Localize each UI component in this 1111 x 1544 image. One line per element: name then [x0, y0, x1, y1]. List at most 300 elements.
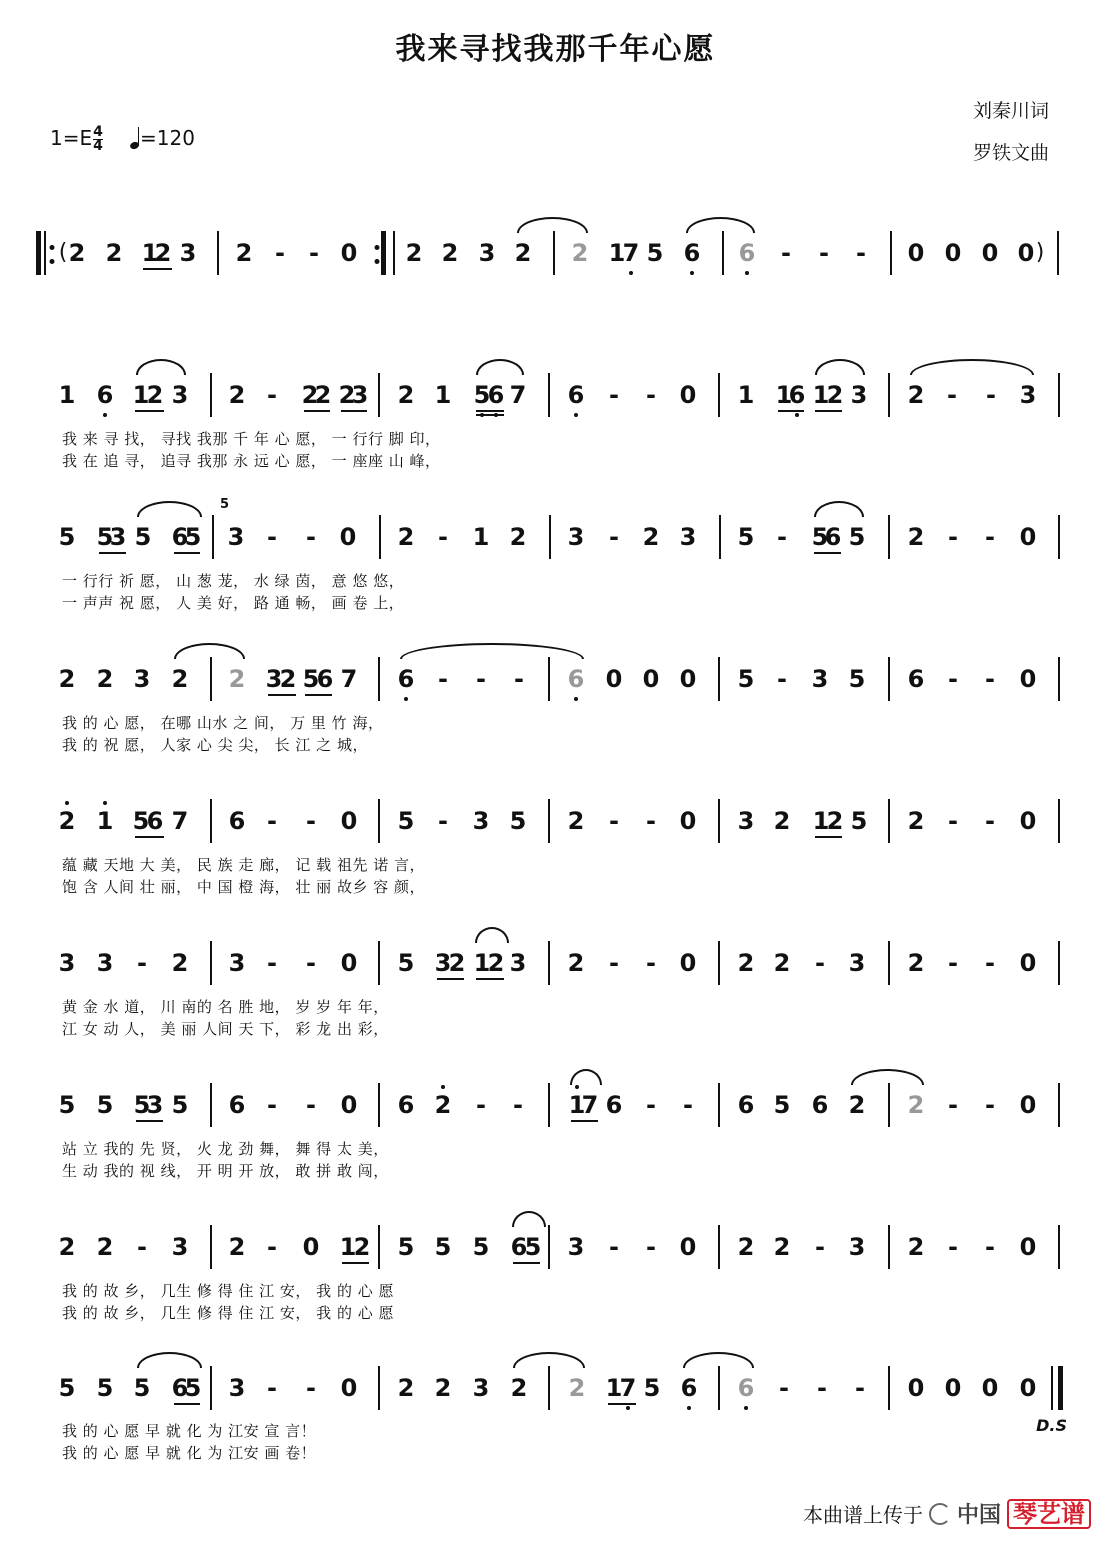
slur-tie — [136, 359, 186, 375]
note: 0 — [981, 239, 999, 267]
dash-sustain: - — [306, 949, 316, 977]
note: 5 — [302, 665, 320, 693]
beam-underline — [342, 1262, 369, 1264]
barline — [378, 1225, 380, 1269]
dash-sustain: - — [609, 381, 619, 409]
note: 1 — [775, 381, 793, 409]
barline — [548, 1366, 550, 1410]
note: 0 — [1019, 1091, 1037, 1119]
note: 2 — [907, 523, 925, 551]
note: 6 — [316, 665, 334, 693]
note: 2 — [848, 1091, 866, 1119]
repeat-dot — [50, 259, 55, 264]
slur-tie — [400, 643, 584, 659]
note: 3 — [848, 1233, 866, 1261]
dash-sustain: - — [817, 1374, 827, 1402]
note: 0 — [642, 665, 660, 693]
barline — [1051, 1366, 1053, 1410]
note: 6 — [171, 1374, 189, 1402]
note: 5 — [134, 523, 152, 551]
dal-segno-mark: D.S — [1036, 1416, 1067, 1435]
dash-sustain: - — [267, 949, 277, 977]
note: 0 — [907, 239, 925, 267]
beam-underline — [304, 410, 330, 412]
note: 2 — [228, 1233, 246, 1261]
dash-sustain: - — [306, 523, 316, 551]
repeat-dot — [375, 259, 380, 264]
site-logo-icon — [929, 1503, 951, 1525]
note: 3 — [679, 523, 697, 551]
note: 3 — [179, 239, 197, 267]
barline — [1058, 515, 1060, 559]
dash-sustain: - — [267, 807, 277, 835]
note: 5 — [643, 1374, 661, 1402]
lower-octave-dot — [687, 1406, 691, 1410]
lyric-verse-2: 江 女 动 人， 美 丽 人间 天 下， 彩 龙 出 彩， — [62, 1020, 389, 1038]
note: 0 — [944, 239, 962, 267]
slur-tie — [513, 1352, 585, 1368]
time-signature — [93, 126, 103, 153]
dash-sustain: - — [948, 665, 958, 693]
barline — [1058, 799, 1060, 843]
barline — [1058, 1366, 1063, 1410]
lyric-verse-1: 站 立 我的 先 贤， 火 龙 劲 舞， 舞 得 太 美， — [62, 1140, 389, 1158]
barline — [718, 799, 720, 843]
note: 3 — [472, 807, 490, 835]
upper-octave-dot — [575, 1085, 579, 1089]
barline — [719, 515, 721, 559]
repeat-start-barline — [36, 231, 41, 275]
dash-sustain: - — [985, 1233, 995, 1261]
note: 1 — [339, 1233, 357, 1261]
note: 6 — [737, 1091, 755, 1119]
dash-sustain: - — [137, 949, 147, 977]
note: 5 — [397, 949, 415, 977]
note: 7 — [171, 807, 189, 835]
note: 2 — [441, 239, 459, 267]
dash-sustain: - — [306, 807, 316, 835]
note: 2 — [397, 381, 415, 409]
note: 2 — [397, 523, 415, 551]
dash-sustain: - — [985, 665, 995, 693]
barline — [722, 231, 724, 275]
repeat-dot — [375, 245, 380, 250]
beam-underline — [341, 410, 367, 412]
note: 6 — [228, 807, 246, 835]
barline — [212, 515, 214, 559]
note: 3 — [133, 665, 151, 693]
note: 6 — [605, 1091, 623, 1119]
note: 6 — [487, 381, 505, 409]
note: 2 — [773, 1233, 791, 1261]
note: 3 — [96, 949, 114, 977]
barline — [549, 515, 551, 559]
note: 5 — [397, 1233, 415, 1261]
note: 2 — [58, 1233, 76, 1261]
note: 2 — [397, 1374, 415, 1402]
note: 5 — [811, 523, 829, 551]
slur-tie — [475, 927, 509, 943]
note: 2 — [96, 1233, 114, 1261]
note: 3 — [351, 381, 369, 409]
barline — [888, 1083, 890, 1127]
parenthesis: ) — [1035, 240, 1045, 265]
note: 0 — [340, 807, 358, 835]
note: 0 — [679, 807, 697, 835]
lyric-verse-1: 黄 金 水 道， 川 南的 名 胜 地， 岁 岁 年 年， — [62, 998, 389, 1016]
lower-octave-dot — [795, 413, 799, 417]
note: 0 — [1019, 665, 1037, 693]
note: 0 — [340, 239, 358, 267]
barline — [379, 515, 381, 559]
note: 5 — [133, 1091, 151, 1119]
barline — [393, 231, 395, 275]
dash-sustain: - — [683, 1091, 693, 1119]
footer-upload-text: 本曲谱上传于 — [802, 1503, 923, 1527]
note: 3 — [58, 949, 76, 977]
note: 2 — [96, 665, 114, 693]
lyric-verse-2: 我 的 祝 愿， 人家 心 尖 尖， 长 江 之 城， — [62, 736, 368, 754]
beam-underline — [476, 978, 504, 980]
barline — [217, 231, 219, 275]
note: 3 — [811, 665, 829, 693]
beam-underline — [174, 552, 200, 554]
note: 5 — [737, 523, 755, 551]
note: 2 — [509, 523, 527, 551]
dash-sustain: - — [948, 807, 958, 835]
lyric-verse-1: 蕴 藏 天地 大 美， 民 族 走 廊， 记 载 祖先 诺 言， — [62, 856, 425, 874]
note: 3 — [1019, 381, 1037, 409]
note: 1 — [568, 1091, 586, 1119]
note: 1 — [141, 239, 159, 267]
note: 0 — [302, 1233, 320, 1261]
note: 3 — [472, 1374, 490, 1402]
barline — [548, 657, 550, 701]
dash-sustain: - — [476, 1091, 486, 1119]
barline — [718, 1366, 720, 1410]
note: 6 — [510, 1233, 528, 1261]
barline — [718, 657, 720, 701]
note: 6 — [567, 665, 585, 693]
note: 3 — [850, 381, 868, 409]
dash-sustain: - — [438, 807, 448, 835]
key-label: 1=E — [50, 126, 93, 150]
note: 1 — [58, 381, 76, 409]
lyric-verse-1: 一 行行 祈 愿， 山 葱 茏， 水 绿 茵， 意 悠 悠， — [62, 572, 405, 590]
note: 5 — [737, 665, 755, 693]
barline — [378, 657, 380, 701]
note: 0 — [1019, 949, 1037, 977]
barline — [718, 1083, 720, 1127]
dash-sustain: - — [781, 239, 791, 267]
note: 1 — [605, 1374, 623, 1402]
note: 6 — [824, 523, 842, 551]
barline — [718, 373, 720, 417]
slur-tie — [512, 1211, 546, 1227]
barline — [888, 657, 890, 701]
note: 2 — [338, 381, 356, 409]
note: 5 — [850, 807, 868, 835]
dash-sustain: - — [815, 1233, 825, 1261]
barline — [378, 941, 380, 985]
barline — [210, 1366, 212, 1410]
note: 2 — [235, 239, 253, 267]
note: 2 — [448, 949, 466, 977]
dash-sustain: - — [947, 381, 957, 409]
note: 2 — [171, 949, 189, 977]
note: 3 — [848, 949, 866, 977]
note: 6 — [397, 665, 415, 693]
note: 5 — [473, 381, 491, 409]
dash-sustain: - — [985, 523, 995, 551]
note: 1 — [812, 381, 830, 409]
note: 6 — [737, 1374, 755, 1402]
barline — [210, 799, 212, 843]
note: 2 — [737, 949, 755, 977]
tempo-marking — [130, 126, 195, 150]
dash-sustain: - — [985, 807, 995, 835]
note: 3 — [227, 523, 245, 551]
beam-underline — [513, 1262, 540, 1264]
note: 5 — [133, 1374, 151, 1402]
note: 2 — [487, 949, 505, 977]
note: 2 — [171, 665, 189, 693]
note: 5 — [184, 1374, 202, 1402]
note: 5 — [509, 807, 527, 835]
lower-octave-dot — [626, 1406, 630, 1410]
upper-octave-dot — [441, 1085, 445, 1089]
note: 2 — [434, 1374, 452, 1402]
note: 0 — [1019, 1233, 1037, 1261]
lower-octave-dot — [574, 697, 578, 701]
lyricist-credit: 刘秦川词 — [972, 100, 1049, 122]
note: 2 — [514, 239, 532, 267]
note: 2 — [567, 807, 585, 835]
tempo-value: =120 — [140, 126, 195, 150]
barline — [888, 1366, 890, 1410]
dash-sustain: - — [438, 665, 448, 693]
note: 3 — [567, 523, 585, 551]
note: 2 — [279, 665, 297, 693]
dash-sustain: - — [985, 1091, 995, 1119]
note: 5 — [96, 1374, 114, 1402]
note: 2 — [105, 239, 123, 267]
dash-sustain: - — [777, 665, 787, 693]
barline — [718, 941, 720, 985]
note: 0 — [944, 1374, 962, 1402]
note: 2 — [58, 665, 76, 693]
lyric-verse-1: 我 的 故 乡， 几生 修 得 住 江 安， 我 的 心 愿 — [62, 1282, 394, 1300]
slur-tie — [686, 217, 755, 233]
note: 2 — [405, 239, 423, 267]
note: 0 — [1019, 1374, 1037, 1402]
lyric-verse-2: 生 动 我的 视 线， 开 明 开 放， 敢 拼 敢 闯， — [62, 1162, 389, 1180]
note: 3 — [478, 239, 496, 267]
barline — [378, 1083, 380, 1127]
dash-sustain: - — [476, 665, 486, 693]
composer-credit: 罗铁文曲 — [972, 142, 1049, 164]
note: 2 — [154, 239, 172, 267]
note: 0 — [1019, 807, 1037, 835]
note: 6 — [680, 1374, 698, 1402]
dash-sustain: - — [514, 665, 524, 693]
lyric-verse-2: 我 在 追 寻， 追寻 我那 永 远 心 愿， 一 座座 山 峰， — [62, 452, 441, 470]
note: 2 — [642, 523, 660, 551]
slur-tie — [517, 217, 588, 233]
beam-underline — [268, 694, 296, 696]
note: 0 — [679, 949, 697, 977]
upper-octave-dot — [65, 801, 69, 805]
note: 5 — [58, 1091, 76, 1119]
note: 2 — [907, 1091, 925, 1119]
lyric-verse-2: 饱 含 人间 壮 丽， 中 国 橙 海， 壮 丽 故乡 容 颜， — [62, 878, 425, 896]
note: 3 — [434, 949, 452, 977]
barline — [210, 657, 212, 701]
repeat-dot — [50, 245, 55, 250]
note: 5 — [58, 1374, 76, 1402]
note: 5 — [132, 807, 150, 835]
note: 0 — [340, 949, 358, 977]
note: 3 — [228, 949, 246, 977]
note: 6 — [738, 239, 756, 267]
note: 1 — [473, 949, 491, 977]
note: 2 — [228, 381, 246, 409]
note: 2 — [301, 381, 319, 409]
barline — [210, 373, 212, 417]
lower-octave-dot — [103, 413, 107, 417]
dash-sustain: - — [275, 239, 285, 267]
note: 5 — [171, 1091, 189, 1119]
note: 0 — [340, 1374, 358, 1402]
lower-octave-dot — [629, 271, 633, 275]
barline — [553, 231, 555, 275]
barline — [378, 373, 380, 417]
note: 6 — [397, 1091, 415, 1119]
note: 5 — [397, 807, 415, 835]
barline — [210, 1083, 212, 1127]
dash-sustain: - — [646, 1091, 656, 1119]
lower-octave-dot — [690, 271, 694, 275]
note: 2 — [737, 1233, 755, 1261]
beam-underline — [815, 836, 842, 838]
slur-tie — [851, 1069, 924, 1085]
dash-sustain: - — [609, 807, 619, 835]
slur-tie — [476, 359, 524, 375]
note: 5 — [434, 1233, 452, 1261]
note: 6 — [811, 1091, 829, 1119]
note: 3 — [171, 381, 189, 409]
note: 5 — [58, 523, 76, 551]
note: 6 — [683, 239, 701, 267]
note: 0 — [1019, 523, 1037, 551]
note: 1 — [608, 239, 626, 267]
barline — [1058, 373, 1060, 417]
beam-underline-double — [476, 414, 504, 416]
note: 1 — [737, 381, 755, 409]
beam-underline — [174, 1403, 200, 1405]
note: 1 — [434, 381, 452, 409]
beam-underline — [143, 268, 172, 270]
note: 3 — [509, 949, 527, 977]
note: 2 — [314, 381, 332, 409]
note: 2 — [826, 381, 844, 409]
lyric-verse-2: 一 声声 祝 愿， 人 美 好， 路 通 畅， 画 卷 上， — [62, 594, 405, 612]
note: 1 — [132, 381, 150, 409]
dash-sustain: - — [948, 1233, 958, 1261]
dash-sustain: - — [267, 1091, 277, 1119]
note: 5 — [472, 1233, 490, 1261]
site-brand: 琴艺谱 — [1007, 1499, 1091, 1529]
note: 0 — [679, 1233, 697, 1261]
note: 2 — [907, 807, 925, 835]
lyric-verse-2: 我 的 心 愿 早 就 化 为 江安 画 卷！ — [62, 1444, 317, 1462]
note: 3 — [146, 1091, 164, 1119]
note: 5 — [96, 1091, 114, 1119]
beam-underline — [136, 1120, 163, 1122]
lower-octave-dot — [744, 1406, 748, 1410]
note: 1 — [96, 807, 114, 835]
dash-sustain: - — [646, 807, 656, 835]
note: 0 — [981, 1374, 999, 1402]
note: 0 — [679, 665, 697, 693]
beam-underline — [135, 410, 164, 412]
note: 0 — [1017, 239, 1035, 267]
beam-underline — [815, 410, 842, 412]
beam-underline — [135, 836, 164, 838]
note: 5 — [524, 1233, 542, 1261]
note: 7 — [619, 1374, 637, 1402]
dash-sustain: - — [646, 1233, 656, 1261]
note: 2 — [907, 949, 925, 977]
dash-sustain: - — [856, 239, 866, 267]
note: 2 — [68, 239, 86, 267]
note: 5 — [184, 523, 202, 551]
dash-sustain: - — [137, 1233, 147, 1261]
note: 5 — [848, 523, 866, 551]
note: 2 — [146, 381, 164, 409]
note: 5 — [773, 1091, 791, 1119]
dash-sustain: - — [777, 523, 787, 551]
dash-sustain: - — [438, 523, 448, 551]
slur-tie — [683, 1352, 754, 1368]
barline — [44, 231, 46, 275]
slur-tie — [814, 501, 864, 517]
barline — [548, 1225, 550, 1269]
lyric-verse-1: 我 的 心 愿 早 就 化 为 江安 宣 言！ — [62, 1422, 317, 1440]
note: 3 — [228, 1374, 246, 1402]
lower-octave-dot — [745, 271, 749, 275]
note: 5 — [96, 523, 114, 551]
note: 6 — [907, 665, 925, 693]
note: 2 — [826, 807, 844, 835]
dash-sustain: - — [267, 523, 277, 551]
note: 0 — [679, 381, 697, 409]
note: 3 — [737, 807, 755, 835]
dash-sustain: - — [948, 1091, 958, 1119]
dash-sustain: - — [267, 1374, 277, 1402]
slur-tie — [815, 359, 865, 375]
barline — [718, 1225, 720, 1269]
barline — [1058, 657, 1060, 701]
note: 0 — [907, 1374, 925, 1402]
note: 7 — [340, 665, 358, 693]
lower-octave-dot — [404, 697, 408, 701]
site-name-cn: 中国 — [956, 1503, 1001, 1528]
barline — [381, 231, 386, 275]
note: 0 — [340, 1091, 358, 1119]
time-sig-numerator: 4 — [93, 124, 103, 140]
beam-underline — [305, 694, 332, 696]
